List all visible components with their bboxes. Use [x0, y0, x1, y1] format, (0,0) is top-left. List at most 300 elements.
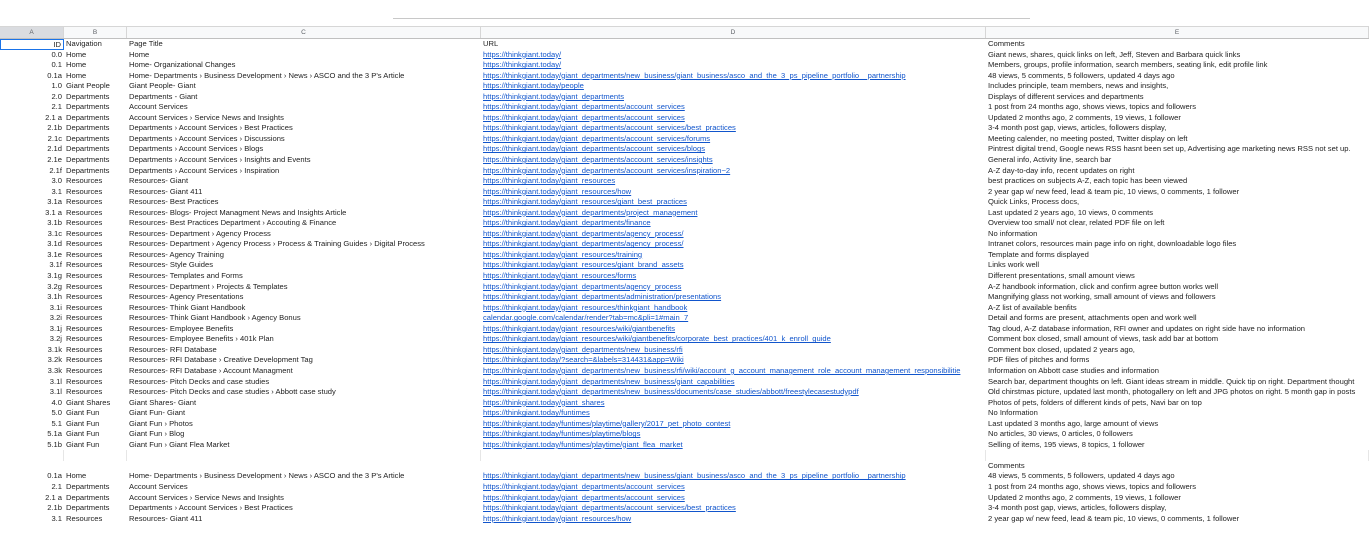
url-link[interactable]: https://thinkgiant.today/giant_departments/account_services/forums — [483, 133, 711, 143]
cell-comments[interactable]: Information on Abbott case studies and information — [988, 365, 1159, 375]
table-row — [0, 313, 1369, 324]
cell-comments[interactable]: 3-4 month post gap, views, articles, followers display, — [988, 503, 1167, 513]
cell-page-title[interactable]: Resources- Employee Benefits — [129, 323, 234, 333]
cell-url[interactable] — [481, 419, 986, 430]
table-row — [0, 271, 1369, 282]
url-link[interactable]: https://thinkgiant.today/giant_departments/agency_process — [483, 281, 682, 291]
cell-comments[interactable]: Comment box closed, small amount of views, task add bar at bottom — [988, 334, 1219, 344]
cell-navigation[interactable]: Resources — [66, 249, 103, 259]
url-link[interactable]: https://thinkgiant.today/giant_resources/training — [483, 249, 643, 259]
cell-navigation[interactable]: Home — [66, 471, 87, 481]
cell-url[interactable] — [481, 398, 986, 409]
cell-comments[interactable]: Intranet colors, resources main page info on right, downloadable logo files — [988, 239, 1237, 249]
cell-navigation[interactable]: Resources — [66, 228, 103, 238]
table-row — [0, 166, 1369, 177]
cell-url[interactable] — [481, 155, 986, 166]
column-header-c[interactable]: C — [127, 27, 481, 38]
url-link[interactable]: https://thinkgiant.today/giant_departments/account_services/inspiration~2 — [483, 165, 731, 175]
url-link[interactable]: calendar.google.com/calendar/render?tab=mc&pli=1#main_7 — [483, 313, 689, 323]
cell-comments[interactable]: Updated 2 months ago, 2 comments, 19 views, 1 follower — [988, 492, 1181, 502]
cell-id[interactable]: 2.0 — [51, 91, 62, 101]
cell-url[interactable] — [481, 92, 986, 103]
url-link[interactable]: https://thinkgiant.today/giant_departments/new_business/giant_capabilities — [483, 376, 735, 386]
cell-comments[interactable]: Different presentations, small amount views — [988, 271, 1135, 281]
cell-page-title[interactable]: Home- Organizational Changes — [129, 60, 236, 70]
cell-id[interactable]: 2.1d — [47, 144, 62, 154]
table-row — [0, 429, 1369, 440]
cell-id[interactable]: 5.0 — [51, 408, 62, 418]
cell-page-title[interactable]: Resources- Best Practices — [129, 197, 219, 207]
cell-comments[interactable]: 2 year gap w/ new feed, lead & team pic, 10 views, 0 comments, 1 follower — [988, 513, 1240, 523]
cell-id[interactable]: 4.0 — [51, 397, 62, 407]
cell-page-title[interactable]: Resources- Department › Agency Process — [129, 228, 271, 238]
cell-page-title[interactable]: Resources- Blogs- Project Managment News and Insights Article — [129, 207, 347, 217]
cell-page-title[interactable]: Resources- Templates and Forms — [129, 271, 243, 281]
cell-navigation[interactable]: Resources — [66, 197, 103, 207]
url-link[interactable]: https://thinkgiant.today/giant_departments/finance — [483, 218, 651, 228]
cell-page-title[interactable]: Resources- Employee Benefits › 401k Plan — [129, 334, 274, 344]
cell-navigation[interactable]: Home — [66, 49, 87, 59]
cell-id[interactable]: 5.1a — [47, 429, 62, 439]
cell-navigation[interactable]: Departments — [66, 91, 110, 101]
cell-page-title[interactable]: Departments › Account Services › Discussions — [129, 133, 285, 143]
cell-url[interactable] — [481, 493, 986, 504]
cell-url[interactable] — [481, 60, 986, 71]
cell-page-title[interactable]: Resources- Giant — [129, 176, 189, 186]
cell-url[interactable] — [481, 144, 986, 155]
cell-navigation[interactable]: Resources — [66, 513, 103, 523]
cell-url[interactable] — [481, 471, 986, 482]
url-link[interactable]: https://thinkgiant.today/giant_departments/project_management — [483, 207, 698, 217]
cell-navigation[interactable]: Resources — [66, 271, 103, 281]
cell-comments[interactable]: Template and forms displayed — [988, 249, 1089, 259]
cell-id[interactable]: 3.2g — [47, 281, 62, 291]
cell-id[interactable]: 3.0 — [51, 176, 62, 186]
cell-navigation[interactable]: Resources — [66, 207, 103, 217]
table-row — [0, 408, 1369, 419]
cell-page-title[interactable]: Resources- Style Guides — [129, 260, 213, 270]
url-link[interactable]: https://thinkgiant.today/giant_departments/new_business/documents/case_studies/abbott/freestylecasestudypdf — [483, 387, 859, 397]
cell-url[interactable] — [481, 239, 986, 250]
cell-navigation[interactable]: Resources — [66, 281, 103, 291]
cell-id[interactable]: 2.1f — [49, 165, 62, 175]
cell-navigation[interactable]: Giant People — [66, 81, 110, 91]
cell-id[interactable]: 3.1 a — [45, 207, 62, 217]
table-row — [0, 144, 1369, 155]
cell-title-header[interactable]: Page Title — [129, 39, 163, 48]
cell-url[interactable] — [481, 250, 986, 261]
cell-id[interactable]: 3.1b — [47, 218, 62, 228]
cell-comments[interactable]: Last updated 3 months ago, large amount of views — [988, 418, 1159, 428]
cell-id[interactable]: 0.0 — [51, 49, 62, 59]
url-link[interactable]: https://thinkgiant.today/giant_departments/account_services/best_practices — [483, 503, 736, 513]
cell-id[interactable]: 2.1 — [51, 481, 62, 491]
cell-navigation[interactable]: Resources — [66, 292, 103, 302]
cell-comments[interactable]: Search bar, department thoughts on left. Giant ideas stream in middle. Quick tip on right. Department thought — [988, 376, 1355, 386]
empty-cell[interactable] — [64, 450, 127, 461]
cell-comments[interactable]: Selling of items, 195 views, 8 topics, 1 follower — [988, 439, 1145, 449]
cell-id[interactable]: 3.1h — [47, 292, 62, 302]
table-row — [0, 102, 1369, 113]
column-header-d[interactable]: D — [481, 27, 986, 38]
cell-navigation[interactable]: Resources — [66, 176, 103, 186]
table-row — [0, 514, 1369, 525]
spreadsheet-grid[interactable] — [0, 26, 1369, 549]
cell-page-title[interactable]: Home- Departments › Business Development › News › ASCO and the 3 P's Article — [129, 471, 405, 481]
cell-comments[interactable]: No articles, 30 views, 0 articles, 0 followers — [988, 429, 1133, 439]
empty-cell[interactable] — [64, 461, 127, 472]
cell-url[interactable] — [481, 81, 986, 92]
cell-navigation[interactable]: Giant Fun — [66, 429, 100, 439]
cell-id[interactable]: 0.1 — [51, 60, 62, 70]
url-link[interactable]: https://thinkgiant.today/giant_resources/how — [483, 186, 632, 196]
url-link[interactable]: https://thinkgiant.today/giant_departments/account_services — [483, 481, 685, 491]
cell-navigation[interactable]: Resources — [66, 218, 103, 228]
cell-url[interactable] — [481, 313, 986, 324]
table-row — [0, 482, 1369, 493]
url-link[interactable]: https://thinkgiant.today/giant_resources/wiki/giantbenefits/corporate_best_practices/401_k_enroll_guide — [483, 334, 831, 344]
cell-page-title[interactable]: Resources- Agency Training — [129, 249, 224, 259]
cell-url[interactable] — [481, 292, 986, 303]
cell-comments[interactable]: PDF files of pitches and forms — [988, 355, 1090, 365]
column-header-b[interactable]: B — [64, 27, 127, 38]
table-row — [0, 218, 1369, 229]
cell-id[interactable]: 2.1c — [47, 133, 62, 143]
url-link[interactable]: https://thinkgiant.today/funtimes — [483, 408, 590, 418]
cell-navigation[interactable]: Resources — [66, 239, 103, 249]
cell-url[interactable] — [481, 514, 986, 525]
cell-page-title[interactable]: Resources- Giant 411 — [129, 186, 203, 196]
cell-page-title[interactable]: Account Services — [129, 102, 188, 112]
empty-cell[interactable] — [986, 450, 1369, 461]
cell-page-title[interactable]: Departments › Account Services › Best Practices — [129, 123, 293, 133]
cell-comments[interactable]: best practices on subjects A-Z, each topic has been viewed — [988, 176, 1188, 186]
cell-id[interactable]: 0.1a — [47, 471, 62, 481]
cell-page-title[interactable]: Resources- Giant 411 — [129, 513, 203, 523]
cell-comments[interactable]: Tag cloud, A-Z database information, RFI owner and updates on right side have no information — [988, 323, 1306, 333]
cell-navigation[interactable]: Resources — [66, 365, 103, 375]
cell-comments[interactable]: No Information — [988, 408, 1038, 418]
cell-page-title[interactable]: Giant Fun › Photos — [129, 418, 193, 428]
cell-page-title[interactable]: Account Services — [129, 481, 188, 491]
cell-page-title[interactable]: Giant Shares- Giant — [129, 397, 197, 407]
cell-navigation[interactable]: Departments — [66, 112, 110, 122]
cell-navigation-header[interactable]: Navigation — [66, 39, 102, 48]
cell-comments[interactable]: Members, groups, profile information, search members, seating link, edit profile link — [988, 60, 1268, 70]
url-link[interactable]: https://thinkgiant.today/giant_departments/account_services — [483, 492, 685, 502]
cell-id[interactable]: 2.1b — [47, 123, 62, 133]
url-link[interactable]: https://thinkgiant.today/giant_departments/new_business/giant_business/asco_and_the_3_ps_pipeline_portfolio__partnership — [483, 70, 906, 80]
cell-comments[interactable]: Displays of different services and departments — [988, 91, 1144, 101]
cell-navigation[interactable]: Giant Fun — [66, 408, 100, 418]
cell-url[interactable] — [481, 176, 986, 187]
cell-page-title[interactable]: Resources- RFI Database › Creative Development Tag — [129, 355, 313, 365]
cell-navigation[interactable]: Resources — [66, 387, 103, 397]
cell-url[interactable] — [481, 334, 986, 345]
url-link[interactable]: https://thinkgiant.today/giant_resources — [483, 176, 616, 186]
column-header-e[interactable]: E — [986, 27, 1369, 38]
cell-comments[interactable]: Mangnifying glass not working, small amount of views and followers — [988, 292, 1216, 302]
url-link[interactable]: https://thinkgiant.today/giant_departments/account_services — [483, 102, 685, 112]
url-link[interactable]: https://thinkgiant.today/giant_departments/account_services — [483, 112, 685, 122]
cell-id[interactable]: 5.1 — [51, 418, 62, 428]
table-row — [0, 345, 1369, 356]
cell-page-title[interactable]: Giant People- Giant — [129, 81, 196, 91]
cell-navigation[interactable]: Departments — [66, 144, 110, 154]
url-link[interactable]: https://thinkgiant.today/giant_resources/thinkgiant_handbook — [483, 302, 688, 312]
cell-comments[interactable]: A-Z day-to-day info, recent updates on right — [988, 165, 1135, 175]
cell-id[interactable]: 3.2k — [47, 355, 62, 365]
table-row — [0, 81, 1369, 92]
cell-id[interactable]: 3.1j — [49, 323, 62, 333]
table-row — [0, 493, 1369, 504]
table-row — [0, 60, 1369, 71]
cell-id[interactable]: 3.1 — [51, 513, 62, 523]
cell-id[interactable]: 3.1l — [49, 387, 62, 397]
cell-comments[interactable]: 2 year gap w/ new feed, lead & team pic, 10 views, 0 comments, 1 follower — [988, 186, 1240, 196]
cell-comments[interactable]: Giant news, shares, quick links on left, Jeff, Steven and Barbara quick links — [988, 49, 1241, 59]
url-link[interactable]: https://thinkgiant.today/giant_departments/agency_process/ — [483, 228, 684, 238]
cell-page-title[interactable]: Giant Fun- Giant — [129, 408, 186, 418]
cell-comments[interactable]: Pintrest digital trend, Google news RSS hasnt been set up, Advertising age marketing news RSS not set up. — [988, 144, 1351, 154]
cell-page-title[interactable]: Departments › Account Services › Blogs — [129, 144, 264, 154]
url-link[interactable]: https://thinkgiant.today/?search=&labels=314431&app=Wiki — [483, 355, 684, 365]
cell-page-title[interactable]: Departments › Account Services › Insights and Events — [129, 155, 311, 165]
url-link[interactable]: https://thinkgiant.today/giant_departments/agency_process/ — [483, 239, 684, 249]
cell-navigation[interactable]: Home — [66, 60, 87, 70]
cell-id[interactable]: 3.1c — [47, 228, 62, 238]
cell-id[interactable]: 1.0 — [51, 81, 62, 91]
empty-cell[interactable] — [481, 461, 986, 472]
cell-url[interactable] — [481, 102, 986, 113]
cell-url[interactable] — [481, 208, 986, 219]
cell-id[interactable]: 3.1a — [47, 197, 62, 207]
cell-url[interactable] — [481, 440, 986, 451]
cell-page-title[interactable]: Departments › Account Services › Best Practices — [129, 503, 293, 513]
cell-comments[interactable]: Old chirstmas picture, updated last month, photogallery on left and JPG photos on right. 5 month gap in posts — [988, 387, 1356, 397]
cell-page-title[interactable]: Resources- Think Giant Handbook — [129, 302, 246, 312]
cell-id[interactable]: 3.1i — [49, 302, 62, 312]
cell-page-title[interactable]: Resources- Best Practices Department › Accouting & Finance — [129, 218, 337, 228]
table-row — [0, 377, 1369, 388]
url-link[interactable]: https://thinkgiant.today/giant_departments/new_business/rfi — [483, 344, 683, 354]
cell-page-title[interactable]: Resources- Department › Projects & Templates — [129, 281, 288, 291]
cell-id[interactable]: 2.1e — [47, 155, 62, 165]
url-link[interactable]: https://thinkgiant.today/giant_departments/account_services/blogs — [483, 144, 706, 154]
url-link[interactable]: https://thinkgiant.today/ — [483, 60, 562, 70]
cell-comments-header-2[interactable]: Comments — [988, 460, 1025, 470]
cell-page-title[interactable]: Departments › Account Services › Inspiration — [129, 165, 280, 175]
cell-id[interactable]: 3.2i — [49, 313, 62, 323]
cell-comments[interactable]: 48 views, 5 comments, 5 followers, updated 4 days ago — [988, 70, 1175, 80]
cell-id-header[interactable]: ID — [0, 39, 64, 50]
empty-cell[interactable] — [127, 450, 481, 461]
column-header-row — [0, 26, 1369, 39]
table-row — [0, 366, 1369, 377]
cell-comments[interactable]: Detail and forms are present, attachments open and work well — [988, 313, 1197, 323]
url-link[interactable]: https://thinkgiant.today/giant_departments/administration/presentations — [483, 292, 722, 302]
cell-navigation[interactable]: Departments — [66, 133, 110, 143]
cell-comments[interactable]: Comment box closed, updated 2 years ago, — [988, 344, 1135, 354]
url-link[interactable]: https://thinkgiant.today/giant_resources/wiki/giantbenefits — [483, 323, 676, 333]
cell-comments[interactable]: General info, Activity line, search bar — [988, 155, 1112, 165]
cell-id[interactable]: 3.1e — [47, 249, 62, 259]
cell-url[interactable] — [481, 197, 986, 208]
cell-id[interactable]: 3.3k — [47, 365, 62, 375]
cell-comments[interactable]: 3-4 month post gap, views, articles, followers display, — [988, 123, 1167, 133]
table-row — [0, 176, 1369, 187]
url-link[interactable]: https://thinkgiant.today/funtimes/playtime/giant_flea_market — [483, 439, 683, 449]
cell-page-title[interactable]: Giant Fun › Blog — [129, 429, 185, 439]
url-link[interactable]: https://thinkgiant.today/funtimes/playtime/gallery/2017_pet_photo_contest — [483, 418, 731, 428]
cell-url[interactable] — [481, 50, 986, 61]
url-link[interactable]: https://thinkgiant.today/giant_shares — [483, 397, 605, 407]
cell-id[interactable]: 2.1 — [51, 102, 62, 112]
url-link[interactable]: https://thinkgiant.today/giant_departments/account_services/insights — [483, 155, 713, 165]
cell-comments[interactable]: Updated 2 months ago, 2 comments, 19 views, 1 follower — [988, 112, 1181, 122]
cell-navigation[interactable]: Resources — [66, 313, 103, 323]
cell-navigation[interactable]: Departments — [66, 492, 110, 502]
cell-id[interactable]: 5.1b — [47, 439, 62, 449]
cell-navigation[interactable]: Resources — [66, 260, 103, 270]
cell-page-title[interactable]: Resources- RFI Database › Account Managment — [129, 365, 293, 375]
cell-navigation[interactable]: Resources — [66, 334, 103, 344]
cell-id[interactable]: 2.1 a — [45, 112, 62, 122]
cell-navigation[interactable]: Resources — [66, 344, 103, 354]
second-header-row — [0, 461, 1369, 472]
cell-url[interactable] — [481, 123, 986, 134]
table-row — [0, 187, 1369, 198]
cell-comments[interactable]: Overview too small/ not clear, related PDF file on left — [988, 218, 1165, 228]
cell-comments[interactable]: 1 post from 24 months ago, shows views, topics and followers — [988, 102, 1197, 112]
cell-navigation[interactable]: Departments — [66, 155, 110, 165]
empty-cell[interactable] — [0, 461, 64, 472]
cell-url[interactable] — [481, 408, 986, 419]
cell-url[interactable] — [481, 166, 986, 177]
cell-navigation[interactable]: Giant Fun — [66, 418, 100, 428]
cell-url[interactable] — [481, 503, 986, 514]
cell-comments[interactable]: Meeting calender, no meeting posted, Twitter display on left — [988, 133, 1188, 143]
url-link[interactable]: https://thinkgiant.today/giant_departments — [483, 91, 624, 101]
cell-url[interactable] — [481, 482, 986, 493]
cell-id[interactable]: 3.1 — [51, 186, 62, 196]
cell-comments[interactable]: No information — [988, 228, 1038, 238]
cell-comments[interactable]: Includes principle, team members, news and insights, — [988, 81, 1169, 91]
cell-id[interactable]: 3.1l — [49, 376, 62, 386]
cell-comments[interactable]: Quick Links, Process docs, — [988, 197, 1080, 207]
cell-id[interactable]: 3.2j — [49, 334, 62, 344]
cell-navigation[interactable]: Resources — [66, 186, 103, 196]
cell-url[interactable] — [481, 303, 986, 314]
column-header-a[interactable]: A — [0, 27, 64, 38]
cell-navigation[interactable]: Home — [66, 70, 87, 80]
url-link[interactable]: https://thinkgiant.today/ — [483, 49, 562, 59]
cell-url[interactable] — [481, 271, 986, 282]
cell-navigation[interactable]: Resources — [66, 355, 103, 365]
url-link[interactable]: https://thinkgiant.today/giant_departments/account_services/best_practices — [483, 123, 736, 133]
cell-url[interactable] — [481, 229, 986, 240]
cell-navigation[interactable]: Departments — [66, 165, 110, 175]
cell-url[interactable] — [481, 324, 986, 335]
cell-page-title[interactable]: Resources- Pitch Decks and case studies › Abbott case study — [129, 387, 336, 397]
cell-page-title[interactable]: Resources- Department › Agency Process › Process & Training Guides › Digital Process — [129, 239, 425, 249]
cell-id[interactable]: 3.1d — [47, 239, 62, 249]
empty-cell[interactable] — [0, 450, 64, 461]
cell-id[interactable]: 3.1g — [47, 271, 62, 281]
cell-comments[interactable]: 1 post from 24 months ago, shows views, topics and followers — [988, 481, 1197, 491]
cell-id[interactable]: 2.1 a — [45, 492, 62, 502]
cell-url[interactable] — [481, 260, 986, 271]
cell-navigation[interactable]: Departments — [66, 503, 110, 513]
url-link[interactable]: https://thinkgiant.today/giant_departments/new_business/rfi/wiki/account_g_account_management_role_account_management_responsibilitie — [483, 365, 961, 375]
cell-comments-header[interactable]: Comments — [988, 39, 1025, 48]
url-link[interactable]: https://thinkgiant.today/giant_resources/giant_best_practices — [483, 197, 687, 207]
cell-navigation[interactable]: Departments — [66, 481, 110, 491]
cell-url[interactable] — [481, 377, 986, 388]
cell-url[interactable] — [481, 345, 986, 356]
cell-page-title[interactable]: Account Services › Service News and Insights — [129, 492, 284, 502]
cell-url[interactable] — [481, 113, 986, 124]
empty-cell[interactable] — [127, 461, 481, 472]
cell-id[interactable]: 3.1f — [49, 260, 62, 270]
cell-navigation[interactable]: Giant Shares — [66, 397, 111, 407]
cell-url[interactable] — [481, 387, 986, 398]
cell-url[interactable] — [481, 134, 986, 145]
cell-page-title[interactable]: Resources- Agency Presentations — [129, 292, 244, 302]
url-link[interactable]: https://thinkgiant.today/giant_resources/forms — [483, 271, 637, 281]
cell-navigation[interactable]: Departments — [66, 102, 110, 112]
cell-comments[interactable]: Last updated 2 years ago, 10 views, 0 comments — [988, 207, 1154, 217]
cell-url[interactable] — [481, 282, 986, 293]
cell-page-title[interactable]: Giant Fun › Giant Flea Market — [129, 439, 230, 449]
cell-page-title[interactable]: Home — [129, 49, 150, 59]
cell-url[interactable] — [481, 218, 986, 229]
empty-cell[interactable] — [481, 450, 986, 461]
cell-url[interactable] — [481, 366, 986, 377]
cell-comments[interactable]: A-Z handbook information, click and confirm agree button works well — [988, 281, 1219, 291]
cell-url[interactable] — [481, 187, 986, 198]
cell-navigation[interactable]: Departments — [66, 123, 110, 133]
cell-navigation[interactable]: Resources — [66, 323, 103, 333]
cell-url[interactable] — [481, 355, 986, 366]
cell-comments[interactable]: 48 views, 5 comments, 5 followers, updated 4 days ago — [988, 471, 1175, 481]
cell-page-title[interactable]: Resources- Think Giant Handbook › Agency Bonus — [129, 313, 301, 323]
cell-navigation[interactable]: Resources — [66, 302, 103, 312]
cell-comments[interactable]: Links work well — [988, 260, 1040, 270]
cell-id[interactable]: 3.1k — [47, 344, 62, 354]
cell-comments[interactable]: Photos of pets, folders of different kinds of pets, Navi bar on top — [988, 397, 1202, 407]
url-link[interactable]: https://thinkgiant.today/people — [483, 81, 584, 91]
table-row — [0, 50, 1369, 61]
cell-page-title[interactable]: Home- Departments › Business Development › News › ASCO and the 3 P's Article — [129, 70, 405, 80]
cell-url[interactable] — [481, 71, 986, 82]
cell-page-title[interactable]: Departments - Giant — [129, 91, 198, 101]
cell-page-title[interactable]: Resources- RFI Database — [129, 344, 217, 354]
cell-id[interactable]: 2.1b — [47, 503, 62, 513]
cell-page-title[interactable]: Account Services › Service News and Insights — [129, 112, 284, 122]
cell-page-title[interactable]: Resources- Pitch Decks and case studies — [129, 376, 270, 386]
url-link[interactable]: https://thinkgiant.today/giant_resources/how — [483, 513, 632, 523]
url-link[interactable]: https://thinkgiant.today/giant_departments/new_business/giant_business/asco_and_the_3_ps_pipeline_portfolio__partnership — [483, 471, 906, 481]
url-link[interactable]: https://thinkgiant.today/giant_resources/giant_brand_assets — [483, 260, 684, 270]
url-link[interactable]: https://thinkgiant.today/funtimes/playtime/blogs — [483, 429, 641, 439]
cell-navigation[interactable]: Resources — [66, 376, 103, 386]
cell-navigation[interactable]: Giant Fun — [66, 439, 100, 449]
cell-url-header[interactable]: URL — [483, 39, 499, 48]
cell-url[interactable] — [481, 429, 986, 440]
cell-id[interactable]: 0.1a — [47, 70, 62, 80]
cell-comments[interactable]: A-Z list of available benfits — [988, 302, 1077, 312]
